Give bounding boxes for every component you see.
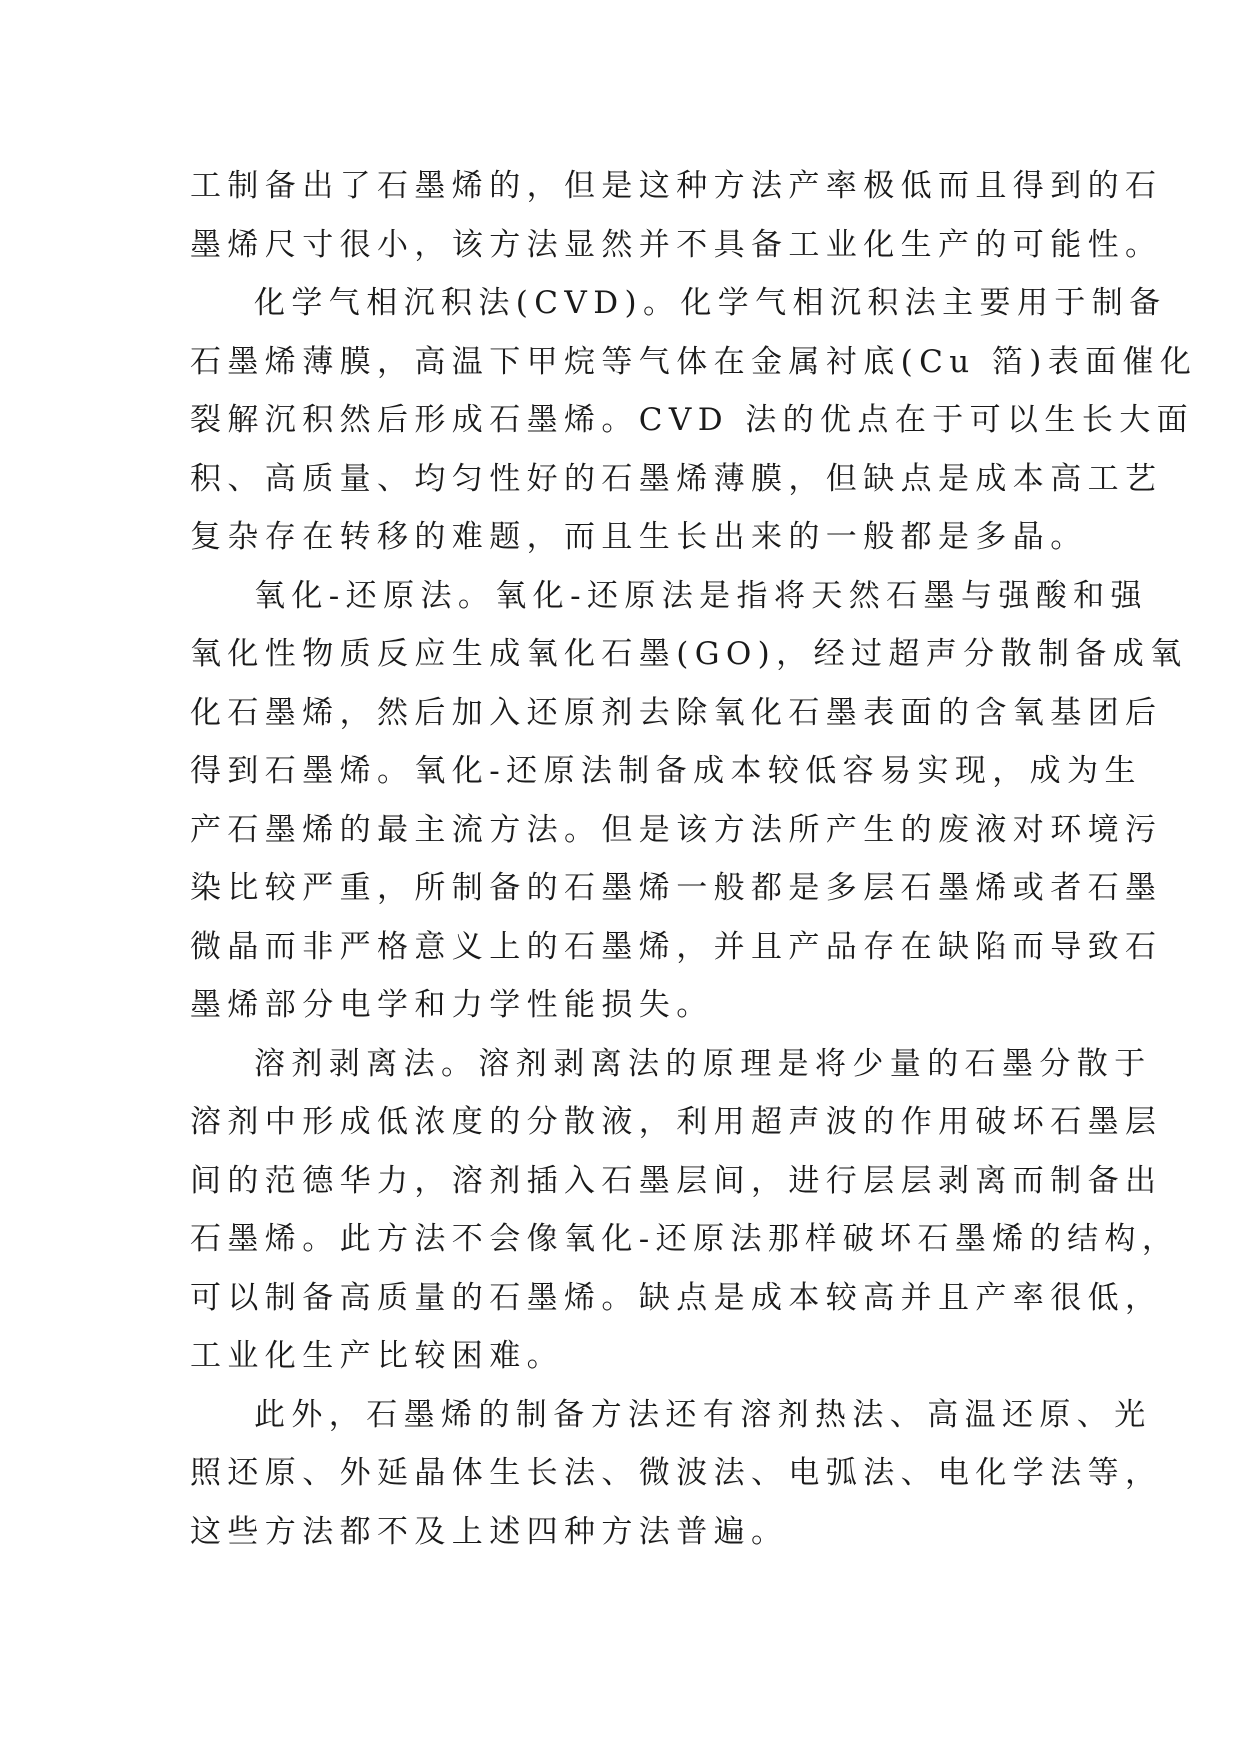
text-line: 化学气相沉积法(CVD)。化学气相沉积法主要用于制备	[254, 285, 1167, 321]
text-line: 溶剂中形成低浓度的分散液，利用超声波的作用破坏石墨层	[190, 1104, 1163, 1140]
text-line: 积、高质量、均匀性好的石墨烯薄膜，但缺点是成本高工艺	[190, 460, 1163, 497]
text-line: 裂解沉积然后形成石墨烯。CVD 法的优点在于可以生长大面	[190, 402, 1195, 438]
text-line: 照还原、外延晶体生长法、微波法、电弧法、电化学法等，	[190, 1455, 1163, 1491]
text-line: 墨烯部分电学和力学性能损失。	[190, 987, 714, 1023]
text-line: 氧化-还原法。氧化-还原法是指将天然石墨与强酸和强	[254, 577, 1148, 614]
text-line: 可以制备高质量的石墨烯。缺点是成本较高并且产率很低，	[190, 1279, 1163, 1316]
text-line: 工业化生产比较困难。	[190, 1338, 564, 1374]
text-line: 复杂存在转移的难题，而且生长出来的一般都是多晶。	[190, 519, 1088, 555]
document-body	[190, 157, 1198, 1561]
paragraph-cvd	[190, 274, 1198, 567]
text-line: 这些方法都不及上述四种方法普遍。	[190, 1513, 789, 1550]
paragraph-other-methods	[190, 1386, 1163, 1562]
text-line: 染比较严重，所制备的石墨烯一般都是多层石墨烯或者石墨	[190, 870, 1163, 906]
text-line: 产石墨烯的最主流方法。但是该方法所产生的废液对环境污	[190, 811, 1163, 848]
text-line: 墨烯尺寸很小，该方法显然并不具备工业化生产的可能性。	[190, 226, 1163, 263]
text-line: 间的范德华力，溶剂插入石墨层间，进行层层剥离而制备出	[190, 1162, 1163, 1199]
text-line: 微晶而非严格意义上的石墨烯，并且产品存在缺陷而导致石	[190, 928, 1163, 965]
text-line: 石墨烯。此方法不会像氧化-还原法那样破坏石墨烯的结构，	[190, 1221, 1180, 1257]
paragraph-continuation	[190, 157, 1163, 274]
text-line: 石墨烯薄膜，高温下甲烷等气体在金属衬底(Cu 箔)表面催化	[190, 343, 1198, 380]
text-line: 得到石墨烯。氧化-还原法制备成本较低容易实现，成为生	[190, 753, 1142, 789]
text-line: 此外，石墨烯的制备方法还有溶剂热法、高温还原、光	[254, 1396, 1152, 1433]
paragraph-redox	[190, 567, 1188, 1035]
text-line: 化石墨烯，然后加入还原剂去除氧化石墨表面的含氧基团后	[190, 694, 1163, 731]
text-line: 溶剂剥离法。溶剂剥离法的原理是将少量的石墨分散于	[254, 1045, 1152, 1082]
text-line: 氧化性物质反应生成氧化石墨(GO)，经过超声分散制备成氧	[190, 636, 1188, 672]
text-line: 工制备出了石墨烯的，但是这种方法产率极低而且得到的石	[190, 168, 1163, 204]
paragraph-solvent-exfoliation	[190, 1035, 1180, 1386]
